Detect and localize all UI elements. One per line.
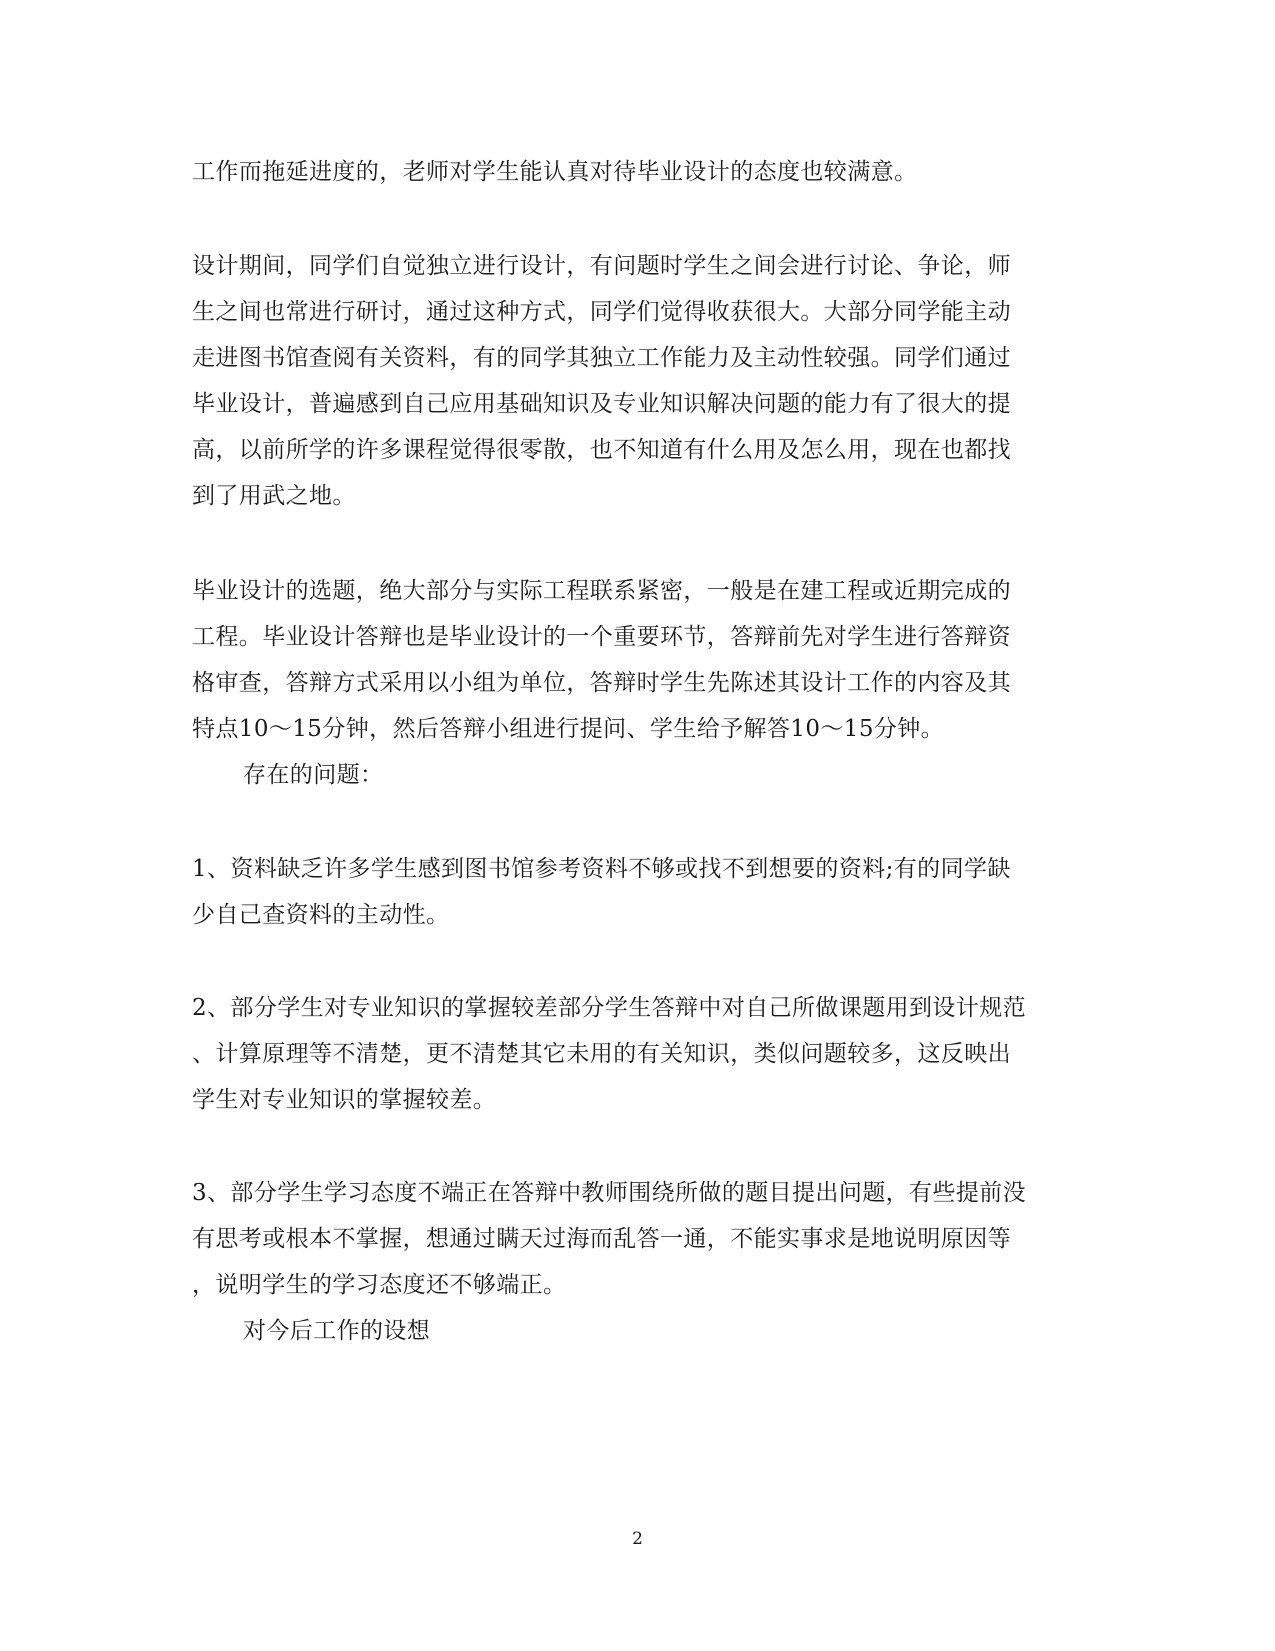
text-line: 走进图书馆查阅有关资料，有的同学其独立工作能力及主动性较强。同学们通过	[192, 345, 1011, 371]
section-heading: 对今后工作的设想	[243, 1318, 431, 1344]
page-number: 2	[632, 1529, 643, 1549]
text-line: 生之间也常进行研讨，通过这种方式，同学们觉得收获很大。大部分同学能主动	[192, 299, 1011, 325]
text-line: 设计期间，同学们自觉独立进行设计，有问题时学生之间会进行讨论、争论，师	[192, 253, 1011, 279]
list-item: ，说明学生的学习态度还不够端正。	[192, 1272, 567, 1298]
list-item: 、计算原理等不清楚，更不清楚其它未用的有关知识，类似问题较多，这反映出	[192, 1041, 1011, 1067]
text-line: 格审查，答辩方式采用以小组为单位，答辩时学生先陈述其设计工作的内容及其	[192, 670, 1011, 696]
text-line: 到了用武之地。	[192, 483, 356, 509]
list-item: 1、资料缺乏许多学生感到图书馆参考资料不够或找不到想要的资料;有的同学缺	[192, 856, 1011, 882]
list-item: 2、部分学生对专业知识的掌握较差部分学生答辩中对自己所做课题用到设计规范	[192, 995, 1027, 1021]
text-line: 高，以前所学的许多课程觉得很零散，也不知道有什么用及怎么用，现在也都找	[192, 437, 1011, 463]
list-item: 3、部分学生学习态度不端正在答辩中教师围绕所做的题目提出问题，有些提前没	[192, 1180, 1027, 1206]
list-item: 少自己查资料的主动性。	[192, 902, 450, 928]
list-item: 学生对专业知识的掌握较差。	[192, 1087, 497, 1113]
text-line: 特点10～15分钟，然后答辩小组进行提问、学生给予解答10～15分钟。	[192, 716, 945, 742]
section-heading: 存在的问题：	[243, 762, 384, 788]
text-line: 毕业设计的选题，绝大部分与实际工程联系紧密，一般是在建工程或近期完成的	[192, 578, 1011, 604]
text-line: 毕业设计，普遍感到自己应用基础知识及专业知识解决问题的能力有了很大的提	[192, 391, 1011, 417]
text-line: 工程。毕业设计答辩也是毕业设计的一个重要环节，答辩前先对学生进行答辩资	[192, 624, 1011, 650]
list-item: 有思考或根本不掌握，想通过瞒天过海而乱答一通，不能实事求是地说明原因等	[192, 1226, 1011, 1252]
text-line: 工作而拖延进度的，老师对学生能认真对待毕业设计的态度也较满意。	[192, 159, 918, 185]
